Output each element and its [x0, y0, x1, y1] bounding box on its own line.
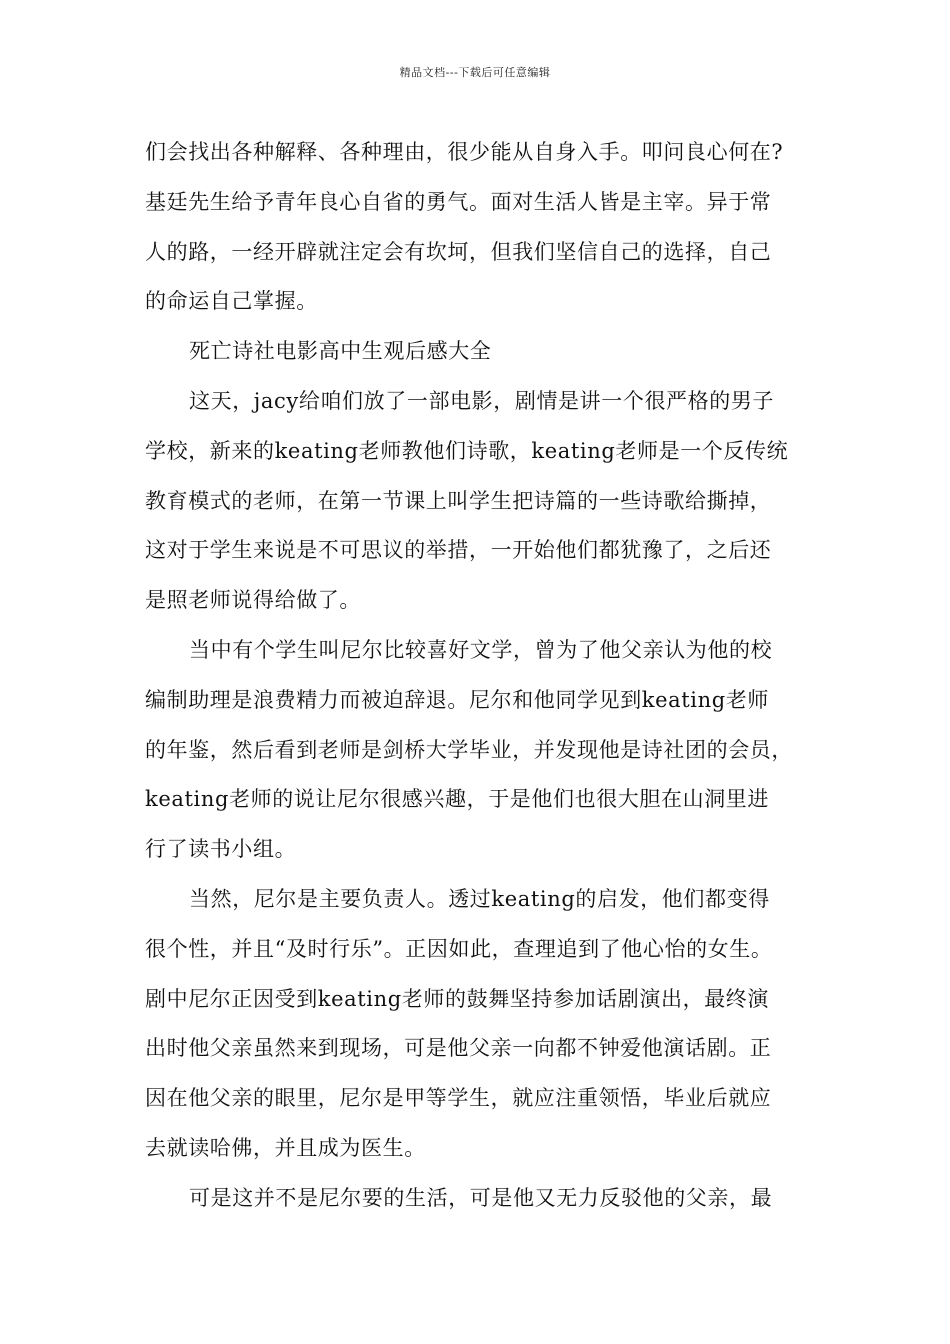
- text-line: 基廷先生给予青年良心自省的勇气。面对生活人皆是主宰。异于常: [145, 189, 772, 214]
- text-line: 这天，jacy给咱们放了一部电影，剧情是讲一个很严格的男子: [189, 388, 775, 413]
- text-line: 当然，尼尔是主要负责人。透过keating的启发，他们都变得: [189, 886, 770, 911]
- text-line: 因在他父亲的眼里，尼尔是甲等学生，就应注重领悟，毕业后就应: [145, 1086, 772, 1111]
- text-line: 这对于学生来说是不可思议的举措，一开始他们都犹豫了，之后还: [145, 538, 772, 563]
- section-heading: 死亡诗社电影高中生观后感大全: [189, 339, 492, 364]
- text-line: 剧中尼尔正因受到keating老师的鼓舞坚持参加话剧演出，最终演: [145, 986, 769, 1011]
- text-line: 的年鉴，然后看到老师是剑桥大学毕业，并发现他是诗社团的会员，: [145, 737, 793, 762]
- text-line: 可是这并不是尼尔要的生活，可是他又无力反驳他的父亲，最: [189, 1185, 773, 1210]
- page-header: 精品文档---下载后可任意编辑: [399, 66, 551, 79]
- text-line: keating老师的说让尼尔很感兴趣，于是他们也很大胆在山洞里进: [145, 787, 769, 812]
- text-line: 的命运自己掌握。: [145, 289, 318, 314]
- text-line: 出时他父亲虽然来到现场，可是他父亲一向都不钟爱他演话剧。正: [145, 1036, 772, 1061]
- text-line: 人的路，一经开辟就注定会有坎坷，但我们坚信自己的选择，自己: [145, 239, 772, 264]
- text-line: 是照老师说得给做了。: [145, 588, 361, 613]
- text-line: 行了读书小组。: [145, 837, 297, 862]
- text-line: 学校，新来的keating老师教他们诗歌，keating老师是一个反传统: [145, 438, 789, 463]
- document-body: [145, 128, 805, 1224]
- text-line: 们会找出各种解释、各种理由，很少能从自身入手。叩问良心何在?: [145, 140, 784, 164]
- text-line: 当中有个学生叫尼尔比较喜好文学，曾为了他父亲认为他的校: [189, 637, 773, 662]
- text-line: 很个性，并且“及时行乐”。正因如此，查理追到了他心怡的女生。: [145, 936, 773, 961]
- text-line: 去就读哈佛，并且成为医生。: [145, 1135, 426, 1160]
- text-line: 教育模式的老师，在第一节课上叫学生把诗篇的一些诗歌给撕掉，: [145, 488, 772, 513]
- text-line: 编制助理是浪费精力而被迫辞退。尼尔和他同学见到keating老师: [145, 687, 769, 712]
